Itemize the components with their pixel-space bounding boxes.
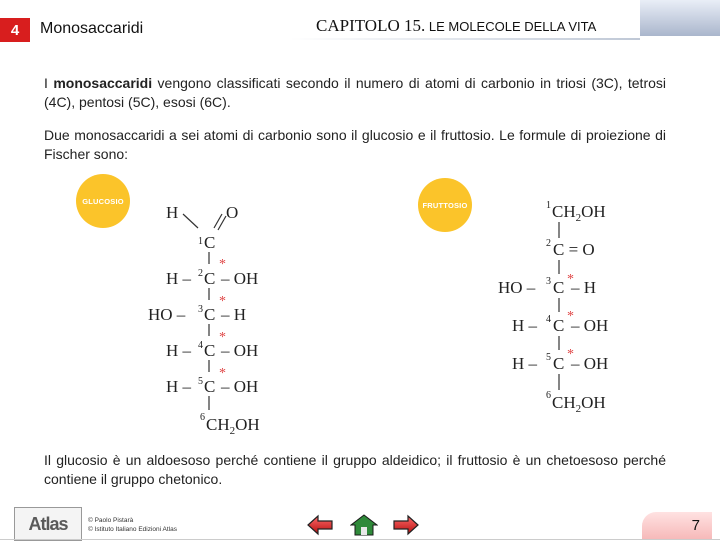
fruttosio-row3-c: C — [553, 278, 565, 297]
glucosio-c1-num: 1 — [198, 236, 203, 247]
glucosio-row3-c: C — [204, 305, 216, 324]
chapter-label: CAPITOLO 15. — [316, 16, 426, 35]
glucosio-star: * — [219, 257, 226, 272]
fruttosio-c6-num: 6 — [546, 390, 551, 401]
glucosio-row3-left: HO – — [148, 305, 186, 324]
glucosio-c6-num: 6 — [200, 412, 205, 423]
p1-term: monosaccaridi — [53, 75, 153, 91]
glucosio-row5-left: H – — [166, 377, 192, 396]
fruttosio-fischer — [498, 200, 608, 415]
glucosio-fischer — [148, 203, 260, 437]
fruttosio-c1: $CH_2OH$ — [552, 202, 606, 224]
fruttosio-c6: $CH_2OH$ — [552, 393, 606, 415]
fischer-intro-paragraph: Due monosaccaridi a sei atomi di carbonio sono il glucosio e il fruttosio. Le formule di proiezione di Fischer sono: — [44, 127, 666, 162]
fruttosio-row3-right: – H — [571, 278, 597, 297]
glucosio-star: * — [219, 294, 226, 309]
glucosio-star: * — [219, 330, 226, 345]
p1-rest: vengono classificati secondo il numero di atomi di carbonio in triosi (3C), tetrosi (4C), pentosi (5C), esosi (6C). — [44, 75, 667, 110]
fruttosio-row5-left: H – — [512, 354, 538, 373]
fruttosio-badge: FRUTTOSIO — [418, 178, 472, 232]
atlas-logo-text: Atlas — [28, 513, 68, 534]
glucosio-row2-right: – OH — [221, 269, 259, 288]
home-icon[interactable] — [350, 514, 378, 536]
fruttosio-row4-c: C — [553, 316, 565, 335]
credits — [88, 516, 177, 534]
atlas-logo — [14, 507, 82, 541]
glucosio-row4-num: 4 — [198, 340, 203, 351]
p1-lead: I — [44, 75, 54, 91]
fruttosio-c2-num: 2 — [546, 238, 551, 249]
credit-publisher: © Istituto Italiano Edizioni Atlas — [88, 526, 177, 533]
next-arrow-icon[interactable] — [392, 514, 420, 536]
fruttosio-row4-num: 4 — [546, 314, 551, 325]
page-number-badge — [642, 512, 712, 540]
glucosio-row4-right: – OH — [221, 341, 259, 360]
glucosio-top-o: O — [226, 203, 239, 222]
section-title: Monosaccaridi — [40, 20, 144, 37]
fruttosio-row3-left: HO – — [498, 278, 536, 297]
glucosio-row2-left: H – — [166, 269, 192, 288]
fruttosio-row5-c: C — [553, 354, 565, 373]
glucosio-row3-right: – H — [221, 305, 247, 324]
fruttosio-row3-num: 3 — [546, 276, 551, 287]
glucosio-row2-c: C — [204, 269, 216, 288]
glucosio-row5-right: – OH — [221, 377, 259, 396]
glucosio-badge: GLUCOSIO — [76, 174, 130, 228]
chapter-number: 4 — [0, 18, 30, 42]
glucosio-row5-num: 5 — [198, 376, 203, 387]
glucosio-row5-c: C — [204, 377, 216, 396]
glucosio-row4-c: C — [204, 341, 216, 360]
fruttosio-star: * — [567, 309, 574, 324]
fruttosio-c1-num: 1 — [546, 200, 551, 211]
fruttosio-row5-num: 5 — [546, 352, 551, 363]
credit-author: © Paolo Pistarà — [88, 517, 134, 524]
glucosio-c6: $CH_2OH$ — [206, 415, 260, 437]
fruttosio-c2: C = O — [553, 240, 595, 259]
prev-arrow-icon[interactable] — [306, 514, 334, 536]
glucosio-row4-left: H – — [166, 341, 192, 360]
glucosio-row2-num: 2 — [198, 268, 203, 279]
page-number: 7 — [691, 517, 700, 534]
fruttosio-row5-right: – OH — [571, 354, 609, 373]
glucosio-row3-num: 3 — [198, 304, 203, 315]
glucosio-star: * — [219, 366, 226, 381]
fruttosio-row4-right: – OH — [571, 316, 609, 335]
glucosio-top-h: H — [166, 203, 179, 222]
fruttosio-star: * — [567, 347, 574, 362]
glucosio-c1: C — [204, 233, 216, 252]
chapter-subtitle: LE MOLECOLE DELLA VITA — [428, 19, 597, 34]
conclusion-paragraph: Il glucosio è un aldoesoso perché contiene il gruppo aldeidico; il fruttosio è un chetoesoso perché contiene il gruppo chetonico. — [44, 452, 666, 487]
fruttosio-row4-left: H – — [512, 316, 538, 335]
fruttosio-star: * — [567, 272, 574, 287]
